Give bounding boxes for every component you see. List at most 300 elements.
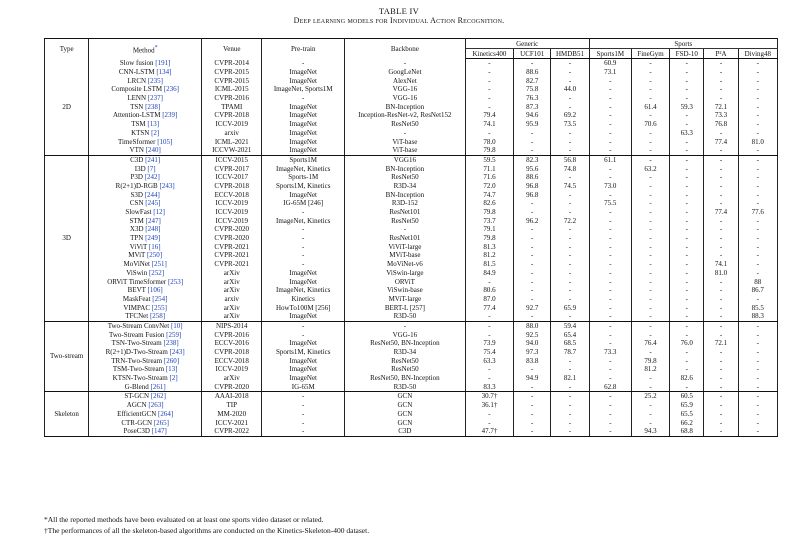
citation-link[interactable]: [262] — [150, 392, 166, 401]
score-cell: - — [704, 129, 738, 138]
score-cell: 81.0 — [738, 137, 777, 146]
method-cell — [89, 356, 202, 365]
score-cell: 75.5 — [589, 199, 631, 208]
score-cell: - — [738, 339, 777, 348]
score-cell: - — [631, 234, 669, 243]
score-cell: - — [551, 251, 589, 260]
table-row — [45, 356, 778, 365]
col-header-dataset: Diving48 — [738, 49, 777, 59]
citation-link[interactable]: [239] — [162, 111, 178, 120]
score-cell: - — [589, 190, 631, 199]
table-row — [45, 94, 778, 103]
score-cell: - — [465, 94, 513, 103]
backbone-cell: ViSwin-base — [344, 286, 465, 295]
score-cell: - — [738, 356, 777, 365]
method-cell — [89, 129, 202, 138]
score-cell: - — [738, 348, 777, 357]
table-row — [45, 76, 778, 85]
pretrain-cell: ImageNet — [262, 76, 345, 85]
score-cell: 95.9 — [514, 120, 551, 129]
score-cell: - — [738, 111, 777, 120]
group-type: 2D — [45, 59, 89, 156]
score-cell: 71.6 — [465, 173, 513, 182]
backbone-cell: MViT-base — [344, 251, 465, 260]
citation-link[interactable]: [10] — [170, 321, 183, 330]
backbone-cell: Inception-ResNet-v2, ResNet152 — [344, 111, 465, 120]
col-header-dataset: FineGym — [631, 49, 669, 59]
method-cell — [89, 208, 202, 217]
score-cell: - — [589, 365, 631, 374]
score-cell: - — [738, 173, 777, 182]
citation-link[interactable]: [241] — [145, 155, 161, 164]
citation-link[interactable]: [249] — [145, 234, 161, 243]
backbone-cell: ViViT-large — [344, 242, 465, 251]
score-cell: - — [514, 382, 551, 391]
backbone-cell: R3D-50 — [344, 382, 465, 391]
col-header-dataset: Kinetics400 — [465, 49, 513, 59]
score-cell: - — [738, 129, 777, 138]
score-cell: - — [589, 208, 631, 217]
score-cell: - — [670, 85, 704, 94]
citation-link[interactable]: [237] — [147, 94, 163, 103]
score-cell: - — [589, 76, 631, 85]
score-cell: 74.5 — [551, 182, 589, 191]
group-type: Two-stream — [45, 321, 89, 392]
method-name: X3D — [129, 225, 144, 234]
table-row — [45, 418, 778, 427]
table-row — [45, 225, 778, 234]
score-cell: 66.2 — [670, 418, 704, 427]
table-row — [45, 427, 778, 436]
venue-cell: ICCV-2019 — [202, 199, 262, 208]
venue-cell: ECCV-2018 — [202, 356, 262, 365]
citation-link[interactable]: [248] — [145, 225, 161, 234]
score-cell: 72.1 — [704, 339, 738, 348]
score-cell: - — [551, 208, 589, 217]
score-cell: - — [631, 85, 669, 94]
score-cell: 97.3 — [514, 348, 551, 357]
score-cell: 84.9 — [465, 269, 513, 278]
citation-link[interactable]: [16] — [148, 242, 161, 251]
score-cell: 76.4 — [631, 339, 669, 348]
score-cell: - — [670, 330, 704, 339]
table-row — [45, 330, 778, 339]
score-cell: - — [670, 111, 704, 120]
method-name: Two-Stream Fusion — [109, 330, 165, 339]
score-cell: 94.9 — [514, 374, 551, 383]
score-cell: - — [589, 392, 631, 401]
method-name: TFCNet — [125, 312, 149, 321]
score-cell: 92.5 — [514, 330, 551, 339]
score-cell: - — [670, 382, 704, 391]
score-cell: - — [514, 392, 551, 401]
score-cell: 73.7 — [465, 216, 513, 225]
score-cell: 88.6 — [514, 68, 551, 77]
col-group-generic: Generic — [465, 39, 589, 49]
col-header-venue: Venue — [202, 39, 262, 59]
pretrain-cell: - — [262, 410, 345, 419]
score-cell: - — [738, 242, 777, 251]
citation-link[interactable]: [236] — [163, 85, 180, 94]
citation-link[interactable]: [242] — [144, 173, 160, 182]
score-cell: - — [631, 286, 669, 295]
citation-link[interactable]: [147] — [151, 427, 167, 436]
pretrain-cell: - — [262, 418, 345, 427]
table-row — [45, 242, 778, 251]
backbone-cell: GCN — [344, 392, 465, 401]
score-cell: - — [551, 427, 589, 436]
score-cell: 83.8 — [514, 356, 551, 365]
venue-cell: TPAMI — [202, 102, 262, 111]
score-cell: - — [738, 260, 777, 269]
method-cell — [89, 418, 202, 427]
score-cell: - — [670, 234, 704, 243]
score-cell: 69.2 — [551, 111, 589, 120]
score-cell: - — [670, 216, 704, 225]
score-cell: - — [589, 242, 631, 251]
score-cell: - — [514, 59, 551, 68]
citation-link[interactable]: [2] — [169, 374, 178, 383]
score-cell: - — [738, 94, 777, 103]
score-cell: - — [551, 102, 589, 111]
score-cell: - — [704, 277, 738, 286]
score-cell: 82.7 — [514, 76, 551, 85]
pretrain-cell: Sports1M, Kinetics — [262, 182, 345, 191]
score-cell: - — [704, 251, 738, 260]
citation-link[interactable]: [255] — [151, 303, 167, 312]
score-cell: - — [551, 295, 589, 304]
venue-cell: arxiv — [202, 295, 262, 304]
pretrain-cell: HowTo100M [256] — [262, 303, 345, 312]
citation-link[interactable]: [12] — [153, 208, 165, 217]
table-row — [45, 260, 778, 269]
score-cell: - — [738, 102, 777, 111]
method-cell — [89, 312, 202, 321]
method-cell — [89, 277, 202, 286]
venue-cell: MM-2020 — [202, 410, 262, 419]
score-cell: - — [704, 312, 738, 321]
score-cell: - — [589, 330, 631, 339]
score-cell: 79.8 — [465, 208, 513, 217]
pretrain-cell: ImageNet, Kinetics — [262, 286, 345, 295]
citation-link[interactable]: [245] — [145, 199, 161, 208]
venue-cell: ICCV-2021 — [202, 418, 262, 427]
table-row — [45, 374, 778, 383]
score-cell: 87.3 — [514, 102, 551, 111]
backbone-cell: GCN — [344, 410, 465, 419]
score-cell: - — [738, 182, 777, 191]
score-cell: 81.2 — [631, 365, 669, 374]
score-cell: - — [670, 68, 704, 77]
score-cell: - — [551, 410, 589, 419]
score-cell: 59.5 — [465, 155, 513, 164]
method-cell — [89, 330, 202, 339]
score-cell: - — [514, 312, 551, 321]
backbone-cell: - — [344, 59, 465, 68]
method-name: Two-Stream ConvNet — [107, 321, 170, 330]
score-cell: - — [631, 173, 669, 182]
citation-link[interactable]: [13] — [147, 120, 160, 129]
method-cell — [89, 251, 202, 260]
pretrain-cell: ImageNet, Kinetics — [262, 164, 345, 173]
score-cell: 63.3 — [465, 356, 513, 365]
score-cell: - — [704, 382, 738, 391]
score-cell: - — [631, 76, 669, 85]
backbone-cell: ORViT — [344, 277, 465, 286]
method-name: CNN-LSTM — [118, 68, 155, 77]
citation-link[interactable]: [250] — [146, 251, 163, 260]
score-cell: 44.0 — [551, 85, 589, 94]
score-cell: - — [551, 365, 589, 374]
method-cell — [89, 339, 202, 348]
score-cell: 82.3 — [514, 155, 551, 164]
score-cell: 78.7 — [551, 348, 589, 357]
score-cell: - — [631, 303, 669, 312]
score-cell: - — [738, 199, 777, 208]
score-cell: - — [631, 277, 669, 286]
citation-link[interactable]: [261] — [150, 382, 166, 391]
pretrain-cell: - — [262, 94, 345, 103]
method-name: VTN — [129, 146, 144, 155]
score-cell: - — [551, 356, 589, 365]
score-cell: 80.6 — [465, 286, 513, 295]
method-cell — [89, 401, 202, 410]
score-cell: - — [465, 59, 513, 68]
score-cell: - — [514, 208, 551, 217]
citation-link[interactable]: [244] — [144, 190, 160, 199]
score-cell: - — [465, 277, 513, 286]
score-cell: - — [514, 295, 551, 304]
backbone-cell: ResNet101 — [344, 208, 465, 217]
citation-link[interactable]: [2] — [151, 128, 160, 137]
method-name: G-Blend — [124, 382, 149, 391]
score-cell: 77.6 — [738, 208, 777, 217]
citation-link[interactable]: [258] — [149, 312, 166, 321]
score-cell: - — [704, 146, 738, 155]
score-cell: - — [514, 251, 551, 260]
score-cell: - — [465, 68, 513, 77]
table-row — [45, 251, 778, 260]
col-header-dataset: Sports1M — [589, 49, 631, 59]
score-cell: 81.0 — [704, 269, 738, 278]
method-cell — [89, 348, 202, 357]
citation-link[interactable]: [238] — [163, 339, 179, 348]
venue-cell: ECCV-2018 — [202, 190, 262, 199]
citation-link[interactable]: [252] — [148, 268, 165, 277]
pretrain-cell: IG-65M [246] — [262, 199, 345, 208]
score-cell: 60.9 — [589, 59, 631, 68]
method-cell — [89, 155, 202, 164]
score-cell: - — [514, 277, 551, 286]
score-cell: 65.9 — [670, 401, 704, 410]
score-cell: 59.4 — [551, 321, 589, 330]
score-cell: - — [704, 59, 738, 68]
score-cell: - — [589, 401, 631, 410]
citation-link[interactable]: [253] — [167, 277, 184, 286]
method-cell — [89, 173, 202, 182]
score-cell: - — [514, 365, 551, 374]
score-cell: - — [589, 234, 631, 243]
pretrain-cell: Sports1M, Kinetics — [262, 348, 345, 357]
backbone-cell: BN-Inception — [344, 190, 465, 199]
table-label: TABLE IV — [378, 6, 420, 16]
score-cell: - — [704, 295, 738, 304]
citation-link[interactable]: [105] — [157, 137, 173, 146]
pretrain-cell: - — [262, 59, 345, 68]
citation-link[interactable]: [134] — [156, 68, 172, 77]
score-cell: - — [738, 216, 777, 225]
score-cell: - — [589, 85, 631, 94]
venue-cell: AAAI-2018 — [202, 392, 262, 401]
method-name: Slow fusion — [119, 59, 154, 68]
citation-link[interactable]: [247] — [145, 216, 161, 225]
score-cell: - — [704, 190, 738, 199]
score-cell: 94.0 — [514, 339, 551, 348]
citation-link[interactable]: [265] — [153, 418, 169, 427]
pretrain-cell: ImageNet — [262, 146, 345, 155]
score-cell: - — [704, 199, 738, 208]
score-cell: 25.2 — [631, 392, 669, 401]
score-cell: - — [514, 242, 551, 251]
score-cell: - — [465, 129, 513, 138]
citation-link[interactable]: [191] — [155, 59, 171, 68]
score-cell: - — [589, 260, 631, 269]
score-cell: 62.8 — [589, 382, 631, 391]
citation-link[interactable]: [259] — [166, 330, 182, 339]
citation-link[interactable]: [7] — [147, 164, 156, 173]
score-cell: - — [589, 251, 631, 260]
venue-cell: CVPR-2014 — [202, 59, 262, 68]
method-name: LRCN — [127, 76, 147, 85]
backbone-cell: R3D-152 — [344, 199, 465, 208]
score-cell: - — [738, 330, 777, 339]
score-cell: - — [551, 392, 589, 401]
method-name: MoViNet — [123, 260, 150, 269]
score-cell: - — [670, 303, 704, 312]
score-cell: - — [631, 312, 669, 321]
score-cell: - — [704, 392, 738, 401]
score-cell: 73.1 — [589, 68, 631, 77]
score-cell: 96.8 — [514, 182, 551, 191]
citation-link[interactable]: [264] — [158, 409, 174, 418]
method-cell — [89, 146, 202, 155]
table-row — [45, 164, 778, 173]
method-cell — [89, 303, 202, 312]
backbone-cell: - — [344, 225, 465, 234]
score-cell: - — [589, 374, 631, 383]
score-cell: - — [589, 269, 631, 278]
score-cell: - — [551, 382, 589, 391]
score-cell: - — [704, 374, 738, 383]
score-cell: - — [514, 410, 551, 419]
score-cell: - — [551, 137, 589, 146]
method-name: VIMPAC — [123, 303, 150, 312]
score-cell: - — [704, 321, 738, 330]
method-name: S3D — [130, 190, 143, 199]
score-cell: - — [738, 269, 777, 278]
table-row — [45, 68, 778, 77]
score-cell: - — [670, 348, 704, 357]
backbone-cell: ResNet50 — [344, 120, 465, 129]
citation-link[interactable]: [235] — [147, 76, 163, 85]
venue-cell: CVPR-2018 — [202, 348, 262, 357]
citation-link[interactable]: [251] — [151, 260, 167, 269]
score-cell: - — [589, 356, 631, 365]
score-cell: - — [551, 269, 589, 278]
pretrain-cell: Sports1M — [262, 155, 345, 164]
score-cell: 73.9 — [465, 339, 513, 348]
score-cell: - — [551, 242, 589, 251]
method-name: KTSN — [131, 128, 150, 137]
score-cell: 92.7 — [514, 303, 551, 312]
method-cell — [89, 216, 202, 225]
score-cell: 77.4 — [704, 208, 738, 217]
pretrain-cell: - — [262, 251, 345, 260]
score-cell: - — [738, 410, 777, 419]
citation-link[interactable]: [106] — [147, 286, 163, 295]
score-cell: 79.8 — [631, 356, 669, 365]
citation-link[interactable]: [243] — [169, 348, 185, 357]
table-row — [45, 129, 778, 138]
score-cell: - — [738, 120, 777, 129]
citation-link[interactable]: [13] — [165, 365, 178, 374]
score-cell: 79.4 — [465, 111, 513, 120]
pretrain-cell: - — [262, 260, 345, 269]
method-cell — [89, 286, 202, 295]
backbone-cell: GoogLeNet — [344, 68, 465, 77]
score-cell: - — [704, 242, 738, 251]
citation-link[interactable]: [254] — [152, 294, 168, 303]
method-cell — [89, 295, 202, 304]
col-header-dataset: P²A — [704, 49, 738, 59]
score-cell: - — [589, 164, 631, 173]
method-cell — [89, 190, 202, 199]
score-cell: 81.3 — [465, 242, 513, 251]
score-cell: - — [631, 111, 669, 120]
score-cell: - — [631, 137, 669, 146]
citation-link[interactable]: [243] — [159, 181, 175, 190]
citation-link[interactable]: [260] — [163, 356, 180, 365]
score-cell: - — [631, 401, 669, 410]
citation-link[interactable]: [263] — [148, 401, 164, 410]
score-cell: 96.8 — [514, 190, 551, 199]
score-cell: 65.9 — [551, 303, 589, 312]
score-cell: - — [670, 76, 704, 85]
score-cell: 73.3 — [704, 111, 738, 120]
score-cell: - — [670, 182, 704, 191]
score-cell: - — [670, 146, 704, 155]
score-cell: - — [670, 199, 704, 208]
method-cell — [89, 365, 202, 374]
citation-link[interactable]: [240] — [145, 146, 161, 155]
venue-cell: CVPR-2018 — [202, 182, 262, 191]
score-cell: - — [514, 418, 551, 427]
score-cell: 82.6 — [670, 374, 704, 383]
backbone-cell: R3D-34 — [344, 182, 465, 191]
pretrain-cell: ImageNet — [262, 111, 345, 120]
citation-link[interactable]: [238] — [145, 102, 161, 111]
backbone-cell: ResNet50, BN-Inception — [344, 374, 465, 383]
table-row — [45, 102, 778, 111]
venue-cell: CVPR-2021 — [202, 251, 262, 260]
score-cell: - — [589, 102, 631, 111]
score-cell: 61.4 — [631, 102, 669, 111]
score-cell: - — [738, 251, 777, 260]
backbone-cell: BN-Inception — [344, 164, 465, 173]
score-cell: - — [514, 199, 551, 208]
pretrain-cell: - — [262, 321, 345, 330]
venue-cell: arxiv — [202, 129, 262, 138]
